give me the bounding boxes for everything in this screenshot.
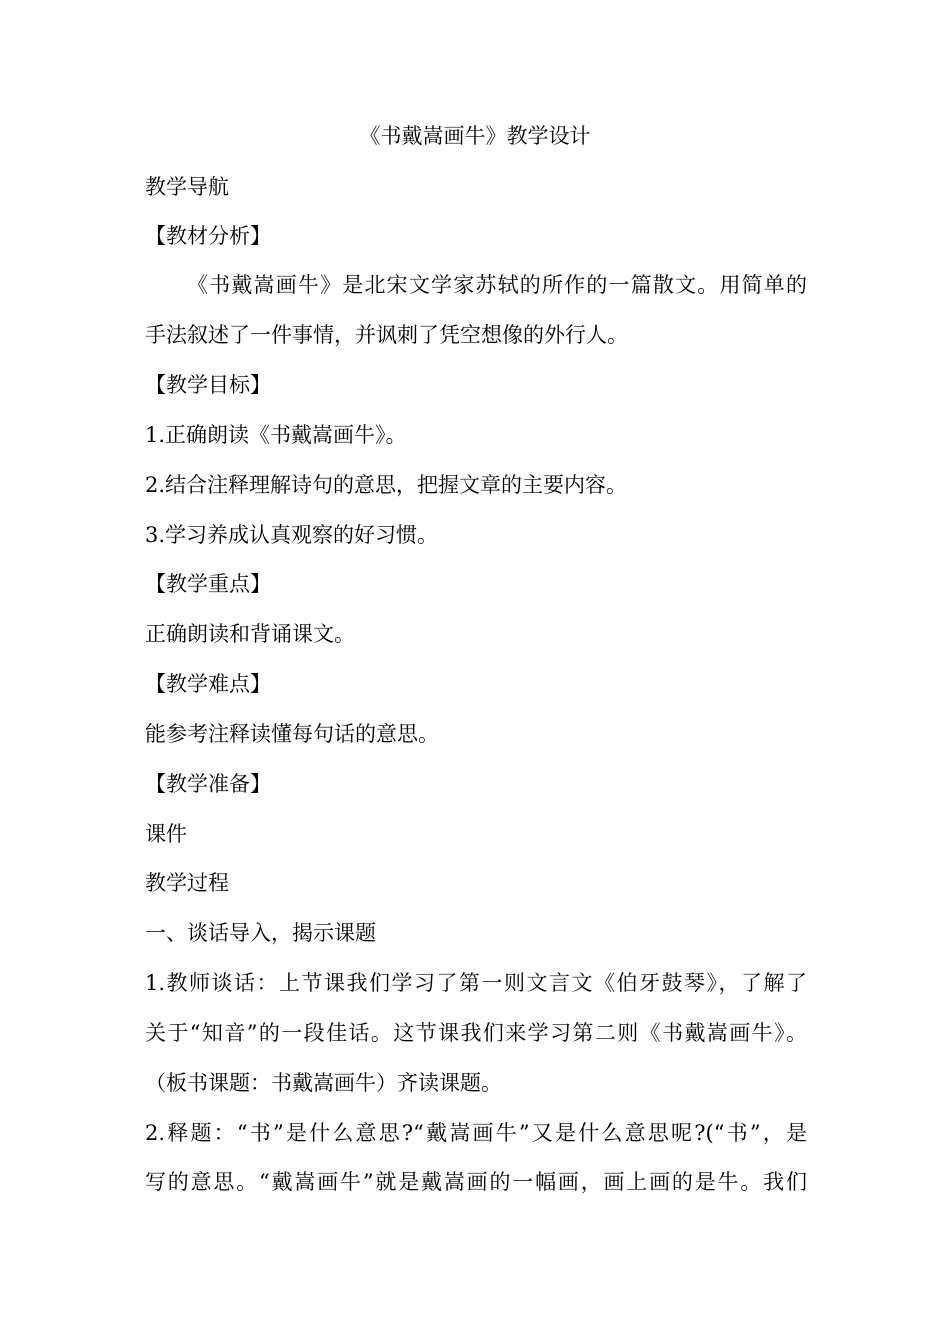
difficulties-text: 能参考注释读懂每句话的意思。: [145, 722, 439, 746]
goal-item-3: 3.学习养成认真观察的好习惯。: [145, 523, 439, 547]
nav-heading: 教学导航: [145, 175, 229, 199]
goal-item-1: 1.正确朗读《书戴嵩画牛》。: [145, 423, 407, 447]
process-paragraph1-line-1: 1.教师谈话：上节课我们学习了第一则文言文《伯牙鼓琴》，了解了: [145, 971, 807, 995]
key-points-heading: 【教学重点】: [145, 572, 271, 596]
preparation-heading: 【教学准备】: [145, 772, 271, 796]
analysis-paragraph-line-2: 手法叙述了一件事情，并讽刺了凭空想像的外行人。: [145, 323, 628, 347]
process-paragraph1-line-3: （板书课题：书戴嵩画牛）齐读课题。: [145, 1071, 502, 1095]
preparation-text: 课件: [145, 822, 187, 846]
goals-heading: 【教学目标】: [145, 373, 271, 397]
analysis-paragraph-line-1: 《书戴嵩画牛》是北宋文学家苏轼的所作的一篇散文。用简单的: [187, 273, 807, 297]
section1-heading: 一、谈话导入，揭示课题: [145, 921, 376, 945]
key-points-text: 正确朗读和背诵课文。: [145, 622, 355, 646]
analysis-heading: 【教材分析】: [145, 224, 271, 248]
document-title: 《书戴嵩画牛》教学设计: [359, 124, 591, 148]
process-paragraph1-line-2: 关于“知音”的一段佳话。这节课我们来学习第二则《书戴嵩画牛》。: [145, 1021, 807, 1045]
process-heading: 教学过程: [145, 871, 229, 895]
difficulties-heading: 【教学难点】: [145, 672, 271, 696]
goal-item-2: 2.结合注释理解诗句的意思，把握文章的主要内容。: [145, 473, 628, 497]
process-paragraph2-line-2: 写的意思。“戴嵩画牛”就是戴嵩画的一幅画，画上画的是牛。我们: [145, 1170, 807, 1194]
process-paragraph2-line-1: 2.释题：“书”是什么意思?“戴嵩画牛”又是什么意思呢?(“书”，是: [145, 1121, 807, 1145]
